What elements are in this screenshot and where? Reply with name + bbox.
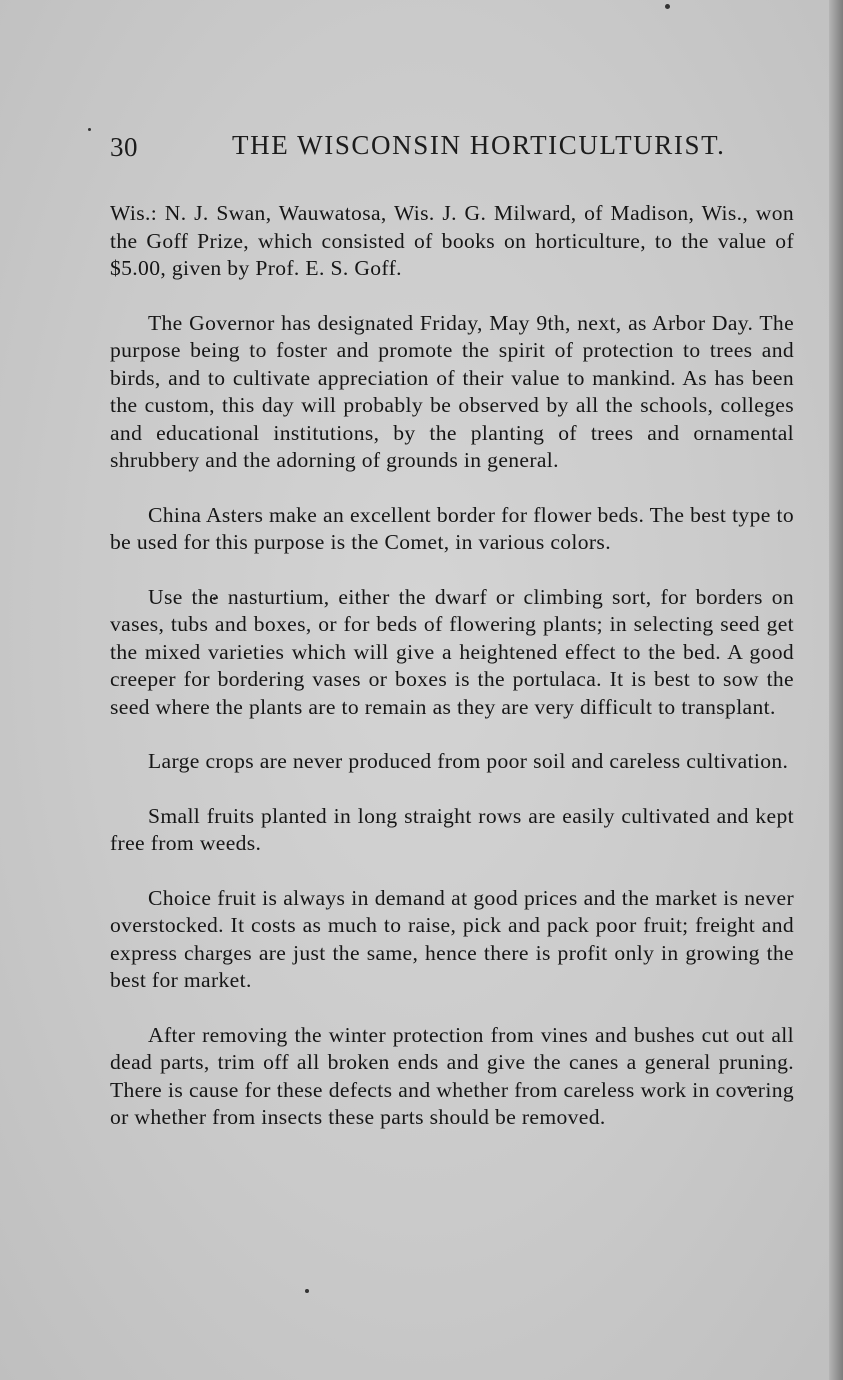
paragraph-nasturtium: Use the nasturtium, either the dwarf or climbing sort, for borders on vases, tubs and boxes, or for beds of flowering plants; in selecting seed get the mixed varieties which will give a heightened effect to the bed. A good creeper for bordering vases or boxes is the portulaca. It is best to sow the seed where the plants are to remain as they are very difficult to transplant. bbox=[110, 584, 794, 719]
page-edge-shadow bbox=[829, 0, 843, 1380]
paragraph-goff-prize: Wis.: N. J. Swan, Wauwatosa, Wis. J. G. Milward, of Madison, Wis., won the Goff Prize, which consisted of books on horticulture, to the value of $5.00, given by Prof. E. S. Goff. bbox=[110, 201, 794, 280]
scan-speck bbox=[305, 1289, 309, 1293]
paragraph-china-asters: China Asters make an excellent border for flower beds. The best type to be used for this purpose is the Comet, in various colors. bbox=[110, 502, 794, 554]
paragraph-pruning: After removing the winter protection from vines and bushes cut out all dead parts, trim off all broken ends and give the canes a general pruning. There is cause for these defects and whether from careless work in covering or whether from insects these parts should be removed. bbox=[110, 1022, 794, 1129]
page-header bbox=[110, 128, 800, 168]
article-body bbox=[110, 200, 794, 1159]
paragraph-small-fruits: Small fruits planted in long straight rows are easily cultivated and kept free from weeds. bbox=[110, 803, 794, 855]
running-title: THE WISCONSIN HORTICULTURIST. bbox=[232, 130, 726, 160]
paragraph-arbor-day: The Governor has designated Friday, May 9th, next, as Arbor Day. The purpose being to foster and promote the spirit of protection to trees and birds, and to cultivate appreciation of their value to mankind. As has been the custom, this day will probably be observed by all the schools, colleges and educational institutions, by the planting of trees and ornamental shrubbery and the adorning of grounds in general. bbox=[110, 310, 794, 472]
scan-speck bbox=[88, 128, 91, 131]
paragraph-large-crops: Large crops are never produced from poor soil and careless cultivation. bbox=[148, 749, 789, 773]
paragraph-choice-fruit: Choice fruit is always in demand at good prices and the market is never overstocked. It costs as much to raise, pick and pack poor fruit; freight and express charges are just the same, hence there is profit only in growing the best for market. bbox=[110, 885, 794, 992]
page-number: 30 bbox=[110, 132, 138, 162]
scan-speck bbox=[665, 4, 670, 9]
